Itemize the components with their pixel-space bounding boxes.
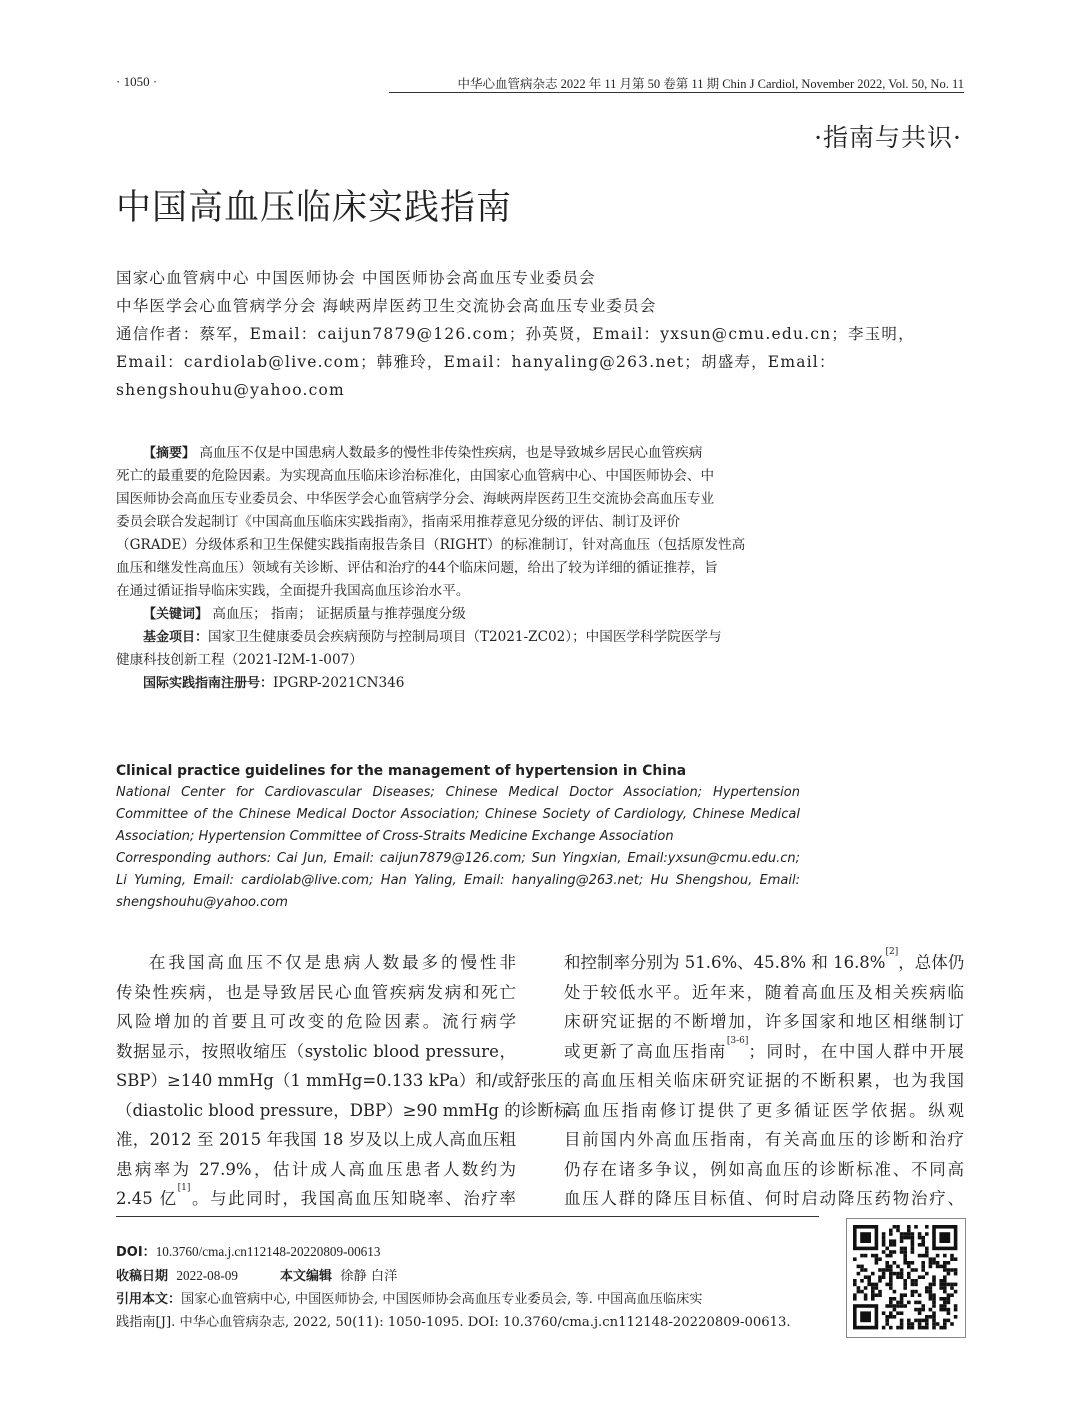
body-line: 准，2012 至 2015 年我国 18 岁及以上成人高血压粗: [116, 1130, 516, 1149]
abstract: [116, 442, 800, 695]
body-line: 在我国高血压不仅是患病人数最多的慢性非: [149, 953, 516, 972]
body-line: 的高血压相关临床研究证据的不断积累，也为我国: [564, 1071, 964, 1090]
qr-code-icon: [847, 1219, 965, 1337]
english-line: National Center for Cardiovascular Diseases; Chinese Medical Doctor Association; Hypertension: [116, 785, 800, 800]
body-line: 风险增加的首要且可改变的危险因素。流行病学: [116, 1012, 516, 1031]
fund-label: 基金项目：: [143, 630, 209, 645]
section-label: ·指南与共识·: [814, 123, 962, 152]
corresponding-line: Email：cardiolab@live.com；韩雅玲，Email：hanyaling@263.net；胡盛寿，Email：: [116, 353, 836, 371]
cite-line: 践指南[J]. 中华心血管病杂志, 2022, 50(11): 1050-1095. DOI: 10.3760/cma.j.cn112148-20220809-00613.: [116, 1315, 791, 1330]
body-line: 数据显示，按照收缩压（systolic blood pressure，: [116, 1041, 516, 1061]
doi-link[interactable]: 10.3760/cma.j.cn112148-20220809-00613: [155, 1244, 381, 1259]
received-label: 收稿日期: [116, 1269, 169, 1284]
body-column-left: [116, 948, 571, 1214]
received-date: 2022-08-09: [176, 1268, 238, 1283]
fund-line: 健康科技创新工程（2021-I2M-1-007）: [116, 652, 363, 668]
header-rule: [389, 92, 964, 93]
author-line: 中华医学会心血管病学分会 海峡两岸医药卫生交流协会高血压专业委员会: [116, 297, 657, 315]
abstract-line: 高血压不仅是中国患病人数最多的慢性非传染性疾病，也是导致城乡居民心血管疾病: [199, 445, 703, 461]
body-line: 和控制率分别为 51.6%、45.8% 和 16.8%[2]，总体仍: [564, 947, 965, 972]
keywords-label: 【关键词】: [143, 607, 209, 622]
corresponding-line: shengshouhu@yahoo.com: [116, 381, 345, 399]
abstract-line: （GRADE）分级体系和卫生保健实践指南报告条目（RIGHT）的标准制订，针对高血压（包括原发性高: [116, 537, 746, 553]
english-line: shengshouhu@yahoo.com: [116, 895, 288, 910]
page-title: 中国高血压临床实践指南: [116, 188, 513, 228]
abstract-line: 血压和继发性高血压）领域有关诊断、评估和治疗的44个临床问题，给出了较为详细的循证推荐，旨: [116, 560, 718, 576]
english-line: Corresponding authors: Cai Jun, Email: caijun7879@126.com; Sun Yingxian, Email:yxsun@cmu.edu.cn;: [116, 851, 800, 866]
body-line: 仍存在诸多争议，例如高血压的诊断标准、不同高: [564, 1159, 964, 1179]
journal-header: 中华心血管病杂志 2022 年 11 月第 50 卷第 11 期 Chin J Cardiol, November 2022, Vol. 50, No. 11: [457, 77, 964, 91]
author-line: 国家心血管病中心 中国医师协会 中国医师协会高血压专业委员会: [116, 269, 596, 287]
page-number: · 1050 ·: [116, 74, 158, 89]
body-line: 处于较低水平。近年来，随着高血压及相关疾病临: [564, 982, 964, 1002]
body-line: 目前国内外高血压指南，有关高血压的诊断和治疗: [564, 1130, 964, 1149]
keywords: 高血压； 指南； 证据质量与推荐强度分级: [212, 606, 466, 622]
abstract-line: 委员会联合发起制订《中国高血压临床实践指南》，指南采用推荐意见分级的评估、制订及评价: [116, 514, 681, 530]
editor-names: 徐静 白洋: [340, 1269, 398, 1284]
body-line: SBP）≥140 mmHg（1 mmHg=0.133 kPa）和/或舒张压: [116, 1071, 564, 1090]
body-line: （diastolic blood pressure，DBP）≥90 mmHg 的诊断标: [116, 1100, 571, 1120]
registry-number: IPGRP-2021CN346: [273, 675, 405, 691]
body-line: 传染性疾病，也是导致居民心血管疾病发病和死亡: [116, 982, 516, 1002]
english-title: Clinical practice guidelines for the management of hypertension in China: [116, 763, 687, 779]
body-line: 血压人群的降压目标值、何时启动降压药物治疗、: [564, 1189, 964, 1208]
body-column-right: [564, 948, 964, 1214]
abstract-line: 在通过循证指导临床实践，全面提升我国高血压诊治水平。: [116, 583, 470, 599]
english-line: Committee of the Chinese Medical Doctor Association; Chinese Society of Cardiology, Chinese Medical: [116, 807, 800, 822]
registry-label: 国际实践指南注册号：: [143, 676, 274, 691]
abstract-label: 【摘要】: [143, 446, 196, 461]
footer-rule: [116, 1216, 819, 1217]
author-block: [116, 264, 915, 404]
english-abstract-header: [116, 760, 800, 914]
english-line: Li Yuming, Email: cardiolab@live.com; Han Yaling, Email: hanyaling@263.net; Hu Shengshou, Email:: [116, 873, 800, 888]
body-line: 高血压指南修订提供了更多循证医学依据。纵观: [564, 1100, 964, 1120]
citation-ref[interactable]: [1]: [177, 1183, 191, 1193]
cite-label: 引用本文：: [116, 1292, 182, 1307]
citation-ref[interactable]: [3-6]: [726, 1035, 749, 1046]
fund-line: 国家卫生健康委员会疾病预防与控制局项目（T2021-ZC02）；中国医学科学院医学与: [208, 629, 722, 645]
body-line: 床研究证据的不断增加，许多国家和地区相继制订: [564, 1012, 964, 1031]
editor-label: 本文编辑: [279, 1269, 332, 1284]
body-line: 或更新了高血压指南[3-6]；同时，在中国人群中开展: [564, 1035, 965, 1061]
body-line: 患病率为 27.9%，估计成人高血压患者人数约为: [116, 1159, 516, 1179]
abstract-line: 死亡的最重要的危险因素。为实现高血压临床诊治标准化，由国家心血管病中心、中国医师协会、中: [116, 468, 715, 484]
footer: [116, 1240, 836, 1334]
cite-line: 国家心血管病中心, 中国医师协会, 中国医师协会高血压专业委员会, 等. 中国高血压临床实: [181, 1292, 703, 1307]
citation-ref[interactable]: [2]: [885, 947, 899, 957]
abstract-line: 国医师协会高血压专业委员会、中华医学会心血管病学分会、海峡两岸医药卫生交流协会高血压专业: [116, 491, 715, 507]
doi-label: DOI：: [116, 1245, 156, 1260]
body-line: 2.45 亿[1]。与此同时，我国高血压知晓率、治疗率: [116, 1183, 517, 1208]
corresponding-line: 通信作者：蔡军，Email：caijun7879@126.com；孙英贤，Email：yxsun@cmu.edu.cn；李玉明，: [116, 325, 915, 343]
english-line: Association; Hypertension Committee of Cross-Straits Medicine Exchange Association: [116, 829, 674, 844]
qr-code[interactable]: [846, 1218, 966, 1338]
